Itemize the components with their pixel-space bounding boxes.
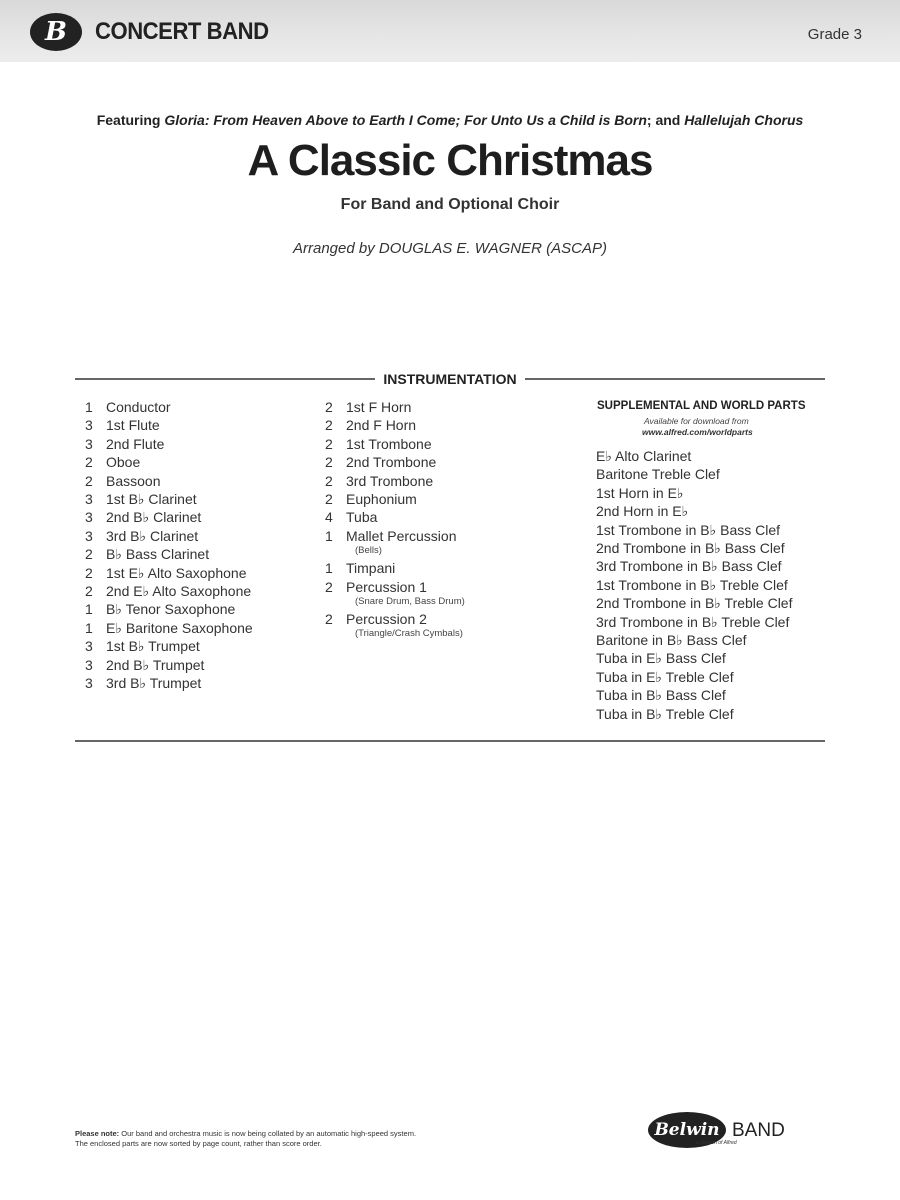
- supplemental-item: 1st Horn in E♭: [596, 484, 684, 501]
- supplemental-item: 2nd Trombone in B♭ Treble Clef: [596, 595, 793, 612]
- part-row: [85, 545, 325, 563]
- part-name: Euphonium: [346, 491, 417, 508]
- part-quantity: 1: [85, 619, 93, 636]
- part-quantity: 2: [85, 472, 93, 489]
- part-name: Tuba: [346, 509, 378, 526]
- part-name: 3rd B♭ Clarinet: [106, 527, 199, 544]
- concert-band-logo: [30, 13, 82, 51]
- instrumentation-heading: [0, 371, 900, 389]
- part-quantity: 2: [85, 564, 93, 581]
- part-row: [85, 564, 325, 582]
- part-name: Percussion 2: [346, 611, 427, 628]
- part-quantity: 2: [85, 583, 93, 600]
- part-row: [85, 398, 325, 416]
- part-row: [325, 578, 575, 596]
- supplemental-title: SUPPLEMENTAL AND WORLD PARTS: [597, 400, 806, 412]
- belwin-band-logo: [648, 1110, 828, 1150]
- featured-song-gloria: Gloria: From Heaven Above to Earth I Come;: [164, 112, 461, 128]
- featured-song-unto-us: For Unto Us a Child is Born: [464, 112, 647, 128]
- supplemental-item: Tuba in E♭ Treble Clef: [596, 668, 734, 685]
- part-name: 1st B♭ Clarinet: [106, 491, 197, 508]
- part-name: 2nd B♭ Clarinet: [106, 509, 202, 526]
- grade-label: Grade 3: [807, 26, 862, 43]
- piece-subtitle: For Band and Optional Choir: [340, 196, 560, 213]
- part-row: [325, 508, 575, 526]
- part-quantity: 1: [85, 399, 93, 415]
- supplemental-item: 3rd Trombone in B♭ Treble Clef: [596, 613, 790, 630]
- part-name: 1st F Horn: [346, 399, 412, 415]
- part-quantity: 2: [325, 578, 333, 595]
- part-row: [85, 453, 325, 471]
- part-quantity: 2: [325, 417, 333, 434]
- part-row: [325, 435, 575, 453]
- instrumentation-column-2: [325, 398, 575, 642]
- piece-title: A Classic Christmas: [247, 136, 653, 185]
- logo-letter: B: [45, 17, 67, 47]
- arranger-credit: Arranged by DOUGLAS E. WAGNER (ASCAP): [293, 240, 607, 257]
- note-label: Please note:: [75, 1129, 120, 1138]
- supplemental-item: 3rd Trombone in B♭ Bass Clef: [596, 558, 782, 575]
- part-quantity: 2: [325, 435, 333, 452]
- part-row: [325, 472, 575, 490]
- part-name: Conductor: [106, 399, 171, 415]
- featuring-connector: ; and: [646, 112, 681, 128]
- supplemental-item: 1st Trombone in B♭ Bass Clef: [596, 521, 781, 538]
- part-row: [85, 416, 325, 434]
- header-bar: [0, 0, 900, 62]
- part-quantity: 2: [325, 611, 333, 628]
- part-quantity: 3: [85, 509, 93, 526]
- note-text-2: The enclosed parts are now sorted by page count, rather than score order.: [75, 1139, 322, 1148]
- part-row: [85, 582, 325, 600]
- part-quantity: 2: [325, 399, 333, 415]
- part-row: [85, 600, 325, 618]
- part-quantity: 4: [325, 509, 333, 526]
- part-quantity: 3: [85, 527, 93, 544]
- part-row: [85, 508, 325, 526]
- part-row: [325, 490, 575, 508]
- supplemental-url[interactable]: www.alfred.com/worldparts: [642, 427, 753, 437]
- part-quantity: 2: [325, 472, 333, 489]
- supplemental-item: 1st Trombone in B♭ Treble Clef: [596, 576, 788, 593]
- part-quantity: 3: [85, 656, 93, 673]
- part-quantity: 3: [85, 675, 93, 692]
- part-name: Bassoon: [106, 472, 161, 489]
- belwin-script: Belwin: [654, 1120, 720, 1140]
- part-name: B♭ Tenor Saxophone: [106, 601, 236, 618]
- part-name: Timpani: [346, 560, 396, 577]
- part-note: (Snare Drum, Bass Drum): [355, 596, 465, 608]
- instrumentation-heading-text: INSTRUMENTATION: [375, 371, 524, 387]
- part-name: E♭ Baritone Saxophone: [106, 619, 253, 636]
- part-quantity: 1: [325, 560, 333, 577]
- part-row: [325, 416, 575, 434]
- part-name: 2nd F Horn: [346, 417, 417, 434]
- part-row: [325, 559, 575, 577]
- part-name: 2nd Trombone: [346, 454, 437, 471]
- supplemental-parts: [596, 400, 836, 723]
- instrumentation-column-1: [85, 398, 325, 693]
- part-name: Percussion 1: [346, 578, 427, 595]
- part-quantity: 2: [325, 491, 333, 508]
- supplemental-item: Tuba in E♭ Bass Clef: [596, 650, 726, 667]
- part-row: [85, 674, 325, 692]
- part-name: 2nd Flute: [106, 435, 165, 452]
- belwin-subtext: a division of Alfred: [696, 1140, 737, 1146]
- featuring-line: [0, 112, 900, 128]
- part-row: [325, 453, 575, 471]
- supplemental-list: [596, 447, 836, 723]
- part-name: 1st B♭ Trumpet: [106, 638, 200, 655]
- part-quantity: 2: [325, 454, 333, 471]
- supplemental-item: 2nd Horn in E♭: [596, 503, 689, 520]
- note-text: Our band and orchestra music is now being collated by an automatic high-speed system.: [121, 1129, 417, 1138]
- collation-note: [75, 1129, 555, 1149]
- part-quantity: 1: [85, 601, 93, 618]
- part-name: 3rd Trombone: [346, 472, 434, 489]
- supplemental-item: E♭ Alto Clarinet: [596, 448, 692, 464]
- supplemental-item: Baritone in B♭ Bass Clef: [596, 632, 747, 649]
- part-name: 1st E♭ Alto Saxophone: [106, 564, 247, 581]
- part-name: Mallet Percussion: [346, 527, 457, 544]
- part-row: [85, 637, 325, 655]
- part-name: B♭ Bass Clarinet: [106, 546, 210, 563]
- part-note: (Bells): [355, 545, 382, 557]
- part-row: [325, 610, 575, 628]
- featuring-prefix: Featuring: [96, 112, 161, 128]
- series-title: CONCERT BAND: [95, 18, 269, 45]
- supplemental-item: 2nd Trombone in B♭ Bass Clef: [596, 540, 785, 557]
- part-name: 2nd E♭ Alto Saxophone: [106, 583, 252, 600]
- part-row: [85, 656, 325, 674]
- belwin-band-text: BAND: [732, 1120, 785, 1141]
- featured-song-hallelujah: Hallelujah Chorus: [684, 112, 804, 128]
- part-quantity: 1: [325, 527, 333, 544]
- part-name: Oboe: [106, 454, 141, 471]
- part-quantity: 3: [85, 435, 93, 452]
- instrumentation-bottom-rule: [75, 740, 825, 742]
- part-row: [85, 619, 325, 637]
- supplemental-available: Available for download from: [644, 416, 749, 426]
- part-name: 2nd B♭ Trumpet: [106, 656, 205, 673]
- part-row: [85, 527, 325, 545]
- part-quantity: 3: [85, 638, 93, 655]
- part-row: [85, 472, 325, 490]
- part-note: (Triangle/Crash Cymbals): [355, 628, 463, 640]
- supplemental-item: Tuba in B♭ Bass Clef: [596, 687, 726, 704]
- part-name: 1st Flute: [106, 417, 160, 434]
- supplemental-item: Baritone Treble Clef: [596, 466, 720, 483]
- part-row: [325, 527, 575, 545]
- part-quantity: 3: [85, 491, 93, 508]
- part-name: 1st Trombone: [346, 435, 432, 452]
- supplemental-item: Tuba in B♭ Treble Clef: [596, 705, 734, 722]
- part-quantity: 2: [85, 454, 93, 471]
- part-quantity: 3: [85, 417, 93, 434]
- part-row: [325, 398, 575, 416]
- part-row: [85, 435, 325, 453]
- part-quantity: 2: [85, 546, 93, 563]
- part-name: 3rd B♭ Trumpet: [106, 675, 202, 692]
- part-row: [85, 490, 325, 508]
